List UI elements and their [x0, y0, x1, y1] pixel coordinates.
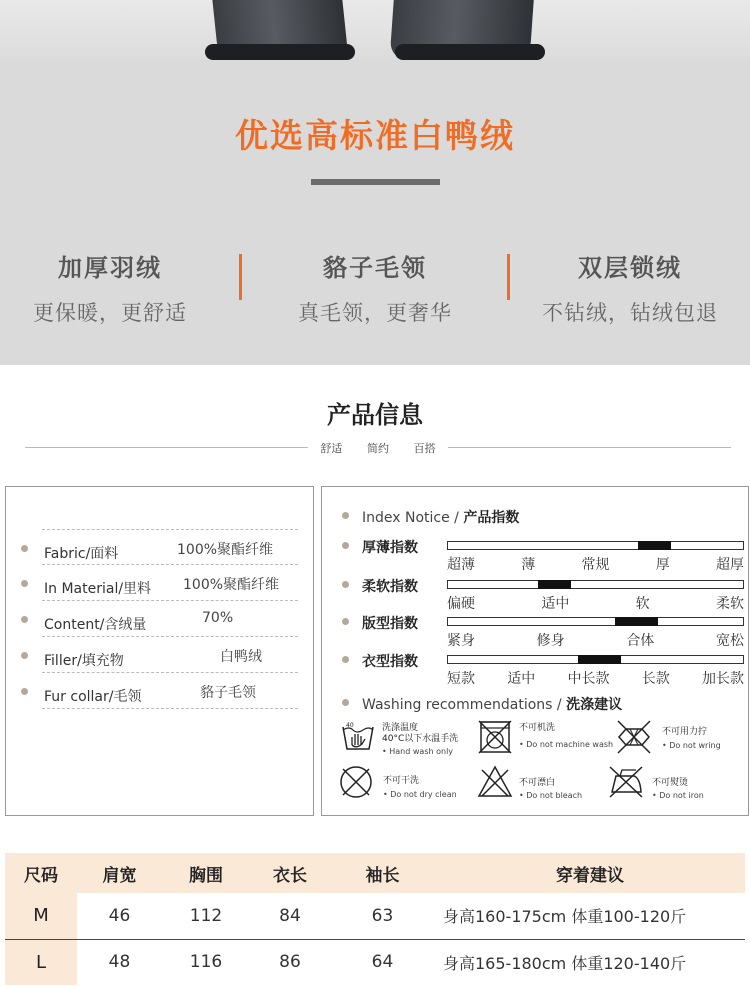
- material-value: 70%: [202, 610, 234, 626]
- no-bleach-icon: [477, 764, 513, 800]
- material-label-cn: 毛领: [113, 689, 142, 705]
- material-value: 貉子毛领: [200, 685, 256, 701]
- column-header: 尺码: [5, 853, 77, 893]
- material-label-cn: 面料: [90, 546, 119, 562]
- index-options: 偏硬 适中 软 柔软: [447, 596, 744, 612]
- wash-item: 不可用力拧 • Do not wring: [616, 719, 750, 759]
- material-row: [42, 673, 298, 709]
- bullet-icon: [21, 545, 28, 552]
- svg-text:40: 40: [346, 722, 354, 729]
- column-header: 胸围: [162, 853, 250, 893]
- column-header: 穿着建议: [435, 853, 745, 893]
- table-cell: 84: [250, 893, 330, 939]
- wash-item: 不可熨烫 • Do not iron: [608, 764, 748, 804]
- column-header: 肩宽: [77, 853, 162, 893]
- divider: [448, 447, 731, 448]
- feature-separator: [239, 254, 242, 300]
- banner-title: 优选高标准白鸭绒: [235, 116, 515, 155]
- tag: 简约: [366, 442, 389, 455]
- no-machine-wash-icon: [477, 719, 513, 755]
- hand-wash-icon: [340, 719, 376, 755]
- tag: 百搭: [413, 442, 436, 455]
- material-label-en: Fabric/: [44, 546, 91, 562]
- index-marker: [578, 655, 621, 664]
- index-heading: Index Notice / 产品指数: [362, 510, 520, 526]
- size-table: [5, 853, 745, 985]
- table-cell: 46: [77, 893, 162, 939]
- product-info-title: 产品信息: [327, 401, 423, 429]
- tag: 舒适: [320, 442, 343, 455]
- material-row: [42, 565, 298, 601]
- product-tags: [308, 440, 448, 456]
- feature-item: [255, 248, 495, 327]
- index-label: 衣型指数: [362, 654, 418, 670]
- table-cell: 64: [371, 952, 394, 973]
- index-marker: [615, 617, 658, 626]
- washing-heading: Washing recommendations / 洗涤建议: [362, 697, 623, 713]
- material-label-en: Fur collar/: [44, 689, 114, 705]
- material-label-cn: 里料: [123, 581, 152, 597]
- bullet-icon: [342, 656, 349, 663]
- product-photo: [0, 0, 750, 60]
- column-header: 袖长: [330, 853, 435, 893]
- table-header-row: [5, 853, 745, 893]
- material-label-en: Content/: [44, 617, 105, 633]
- table-cell: 86: [279, 952, 301, 973]
- index-track: [447, 580, 744, 589]
- feature-title: 貉子毛领: [323, 254, 427, 282]
- index-row: [336, 576, 744, 616]
- material-value: 100%聚酯纤维: [177, 542, 274, 558]
- feature-subtitle: 真毛领，更奢华: [298, 301, 452, 325]
- feature-title: 双层锁绒: [578, 254, 682, 282]
- bullet-icon: [342, 699, 349, 706]
- size-cell: L: [5, 939, 77, 985]
- bullet-icon: [342, 512, 349, 519]
- no-iron-icon: [608, 764, 644, 800]
- table-cell: 116: [189, 952, 223, 973]
- index-options: 超薄 薄 常规 厚 超厚: [447, 557, 744, 573]
- wash-item: 不可机洗 • Do not machine wash: [477, 719, 617, 759]
- feature-item: [510, 248, 750, 327]
- index-row: [336, 537, 744, 577]
- index-row: [336, 651, 744, 691]
- feature-title: 加厚羽绒: [58, 254, 162, 282]
- material-label-en: In Material/: [44, 581, 124, 597]
- advice-cell: 身高165-180cm 体重120-140斤: [443, 953, 687, 973]
- feature-subtitle: 更保暖，更舒适: [33, 301, 187, 325]
- material-row: [42, 601, 298, 637]
- material-label-en: Filler/: [44, 653, 82, 669]
- material-row: [42, 529, 298, 565]
- wash-item: 40 洗涤温度 40°C以下水温手洗 • Hand wash only: [340, 719, 480, 759]
- banner-divider: [311, 179, 440, 185]
- no-wring-icon: [616, 719, 652, 755]
- wash-item: 不可干洗 • Do not dry clean: [338, 764, 478, 804]
- index-label: 厚薄指数: [362, 540, 418, 556]
- index-marker: [538, 580, 571, 589]
- bullet-icon: [342, 581, 349, 588]
- bullet-icon: [21, 652, 28, 659]
- index-row: [336, 613, 744, 653]
- index-options: 紧身 修身 合体 宽松: [447, 633, 744, 649]
- table-cell: 112: [162, 893, 250, 939]
- material-label-cn: 含绒量: [104, 617, 147, 633]
- material-value: 100%聚酯纤维: [183, 577, 280, 593]
- table-row: [5, 939, 745, 985]
- index-track: [447, 541, 744, 550]
- index-panel: [321, 486, 749, 816]
- bullet-icon: [342, 542, 349, 549]
- column-header: 衣长: [250, 853, 330, 893]
- bullet-icon: [21, 616, 28, 623]
- size-cell: M: [5, 893, 77, 939]
- material-label-cn: 填充物: [81, 653, 124, 669]
- material-row: [42, 637, 298, 673]
- no-dry-clean-icon: [338, 764, 374, 800]
- feature-item: [0, 248, 230, 327]
- index-label: 柔软指数: [362, 579, 418, 595]
- feature-banner: [0, 60, 750, 365]
- index-track: [447, 655, 744, 664]
- bullet-icon: [21, 688, 28, 695]
- index-track: [447, 617, 744, 626]
- index-options: 短款 适中 中长款 长款 加长款: [447, 671, 744, 687]
- index-label: 版型指数: [362, 616, 418, 632]
- divider: [25, 447, 308, 448]
- material-value: 白鸭绒: [220, 649, 262, 665]
- index-marker: [638, 541, 671, 550]
- materials-panel: [5, 486, 314, 816]
- feature-subtitle: 不钻绒，钻绒包退: [542, 301, 718, 325]
- bullet-icon: [21, 580, 28, 587]
- table-cell: 48: [108, 952, 131, 973]
- bullet-icon: [342, 618, 349, 625]
- table-row: [5, 893, 745, 939]
- wash-item: 不可漂白 • Do not bleach: [477, 764, 617, 804]
- advice-cell: 身高160-175cm 体重100-120斤: [435, 893, 745, 939]
- table-cell: 63: [330, 893, 435, 939]
